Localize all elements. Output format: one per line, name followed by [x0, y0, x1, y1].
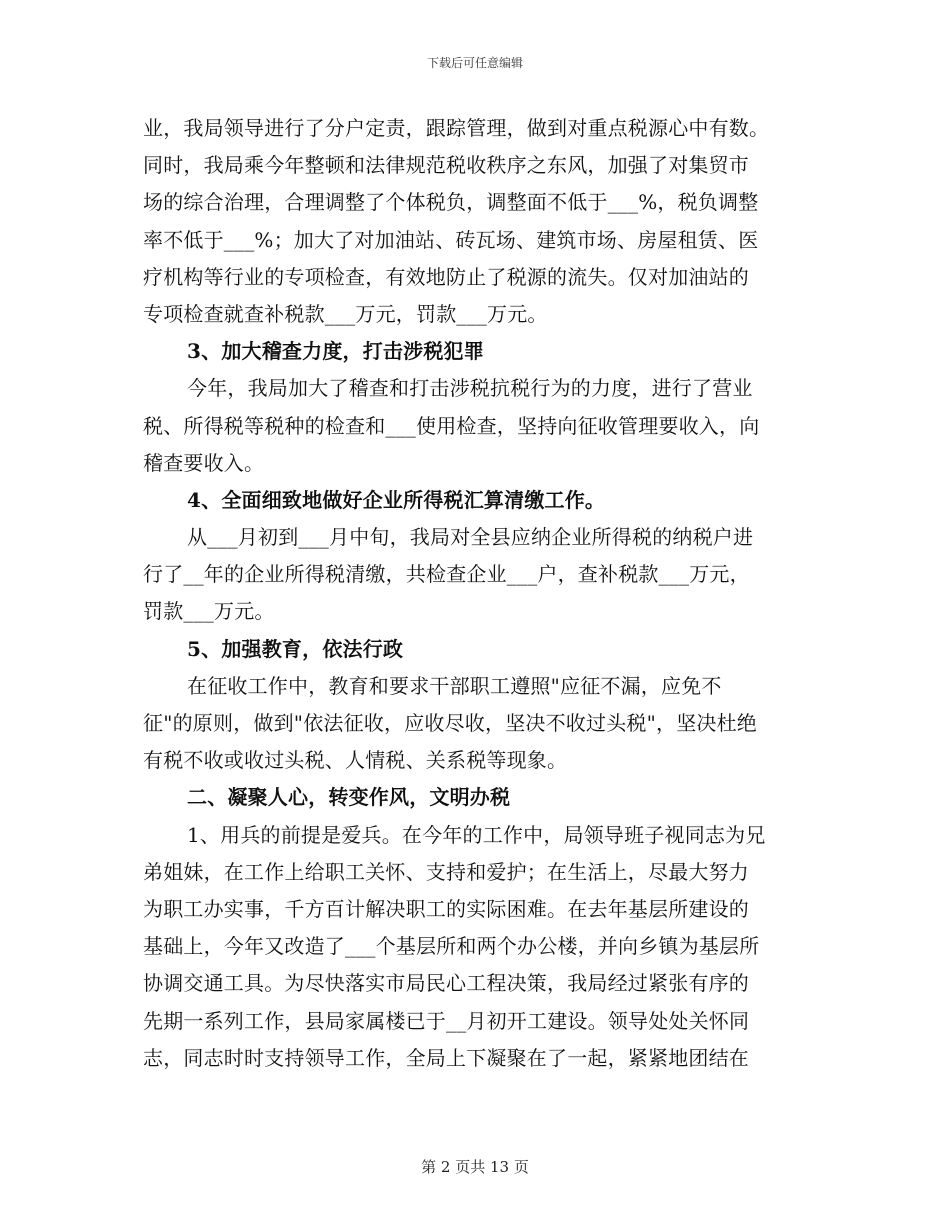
section-heading: 5、加强教育，依法行政 — [187, 636, 404, 661]
paragraph-line: 稽查要收入。 — [143, 450, 265, 475]
paragraph-line: 征"的原则，做到"依法征收，应收尽收，坚决不收过头税"，坚决杜绝 — [143, 711, 757, 735]
section-heading: 3、加大稽查力度，打击涉税犯罪 — [187, 339, 484, 364]
paragraph-line: 志，同志时时支持领导工作，全局上下凝聚在了一起，紧紧地团结在 — [143, 1045, 749, 1070]
paragraph-line: 基础上，今年又改造了___个基层所和两个办公楼，并向乡镇为基层所 — [143, 934, 760, 959]
paragraph-line: 先期一系列工作，县局家属楼已于__月初开工建设。领导处处关怀同 — [143, 1008, 750, 1033]
paragraph-line: 率不低于___%；加大了对加油站、砖瓦场、建筑市场、房屋租赁、医 — [143, 227, 759, 252]
paragraph-line: 专项检查就查补税款___万元，罚款___万元。 — [143, 301, 548, 326]
paragraph-line: 行了__年的企业所得税清缴，共检查企业___户，查补税款___万元， — [143, 562, 750, 587]
paragraph-line: 今年，我局加大了稽查和打击涉税抗税行为的力度，进行了营业 — [187, 376, 753, 401]
paragraph-line: 场的综合治理，合理调整了个体税负，调整面不低于___%，税负调整 — [143, 190, 759, 215]
paragraph-line: 1、用兵的前提是爱兵。在今年的工作中，局领导班子视同志为兄 — [187, 822, 766, 847]
paragraph-line: 从___月初到___月中旬，我局对全县应纳企业所得税的纳税户进 — [187, 525, 754, 550]
paragraph-line: 在征收工作中，教育和要求干部职工遵照"应征不漏，应免不 — [187, 673, 722, 698]
page-footer: 第 2 页共 13 页 — [421, 1158, 529, 1176]
paragraph-line: 协调交通工具。为尽快落实市局民心工程决策，我局经过紧张有序的 — [143, 971, 749, 996]
paragraph-line: 弟姐妹，在工作上给职工关怀、支持和爱护；在生活上，尽最大努力 — [143, 859, 749, 884]
paragraph-line: 疗机构等行业的专项检查，有效地防止了税源的流失。仅对加油站的 — [143, 264, 749, 289]
paragraph-line: 税、所得税等税种的检查和___使用检查，坚持向征收管理要收入，向 — [143, 413, 760, 438]
section-heading: 4、全面细致地做好企业所得税汇算清缴工作。 — [187, 487, 606, 512]
paragraph-line: 为职工办实事，千方百计解决职工的实际困难。在去年基层所建设的 — [143, 896, 749, 921]
document-body — [143, 110, 808, 1077]
paragraph-line: 罚款___万元。 — [143, 599, 275, 624]
section-heading: 二、凝聚人心，转变作风，文明办税 — [187, 785, 511, 810]
paragraph-line: 有税不收或收过头税、人情税、关系税等现象。 — [143, 748, 568, 773]
paragraph-line: 同时，我局乘今年整顿和法律规范税收秩序之东风，加强了对集贸市 — [143, 153, 749, 178]
paragraph-line: 业，我局领导进行了分户定责，跟踪管理，做到对重点税源心中有数。 — [143, 116, 770, 140]
page-header: 下载后可任意编辑 — [426, 56, 523, 70]
